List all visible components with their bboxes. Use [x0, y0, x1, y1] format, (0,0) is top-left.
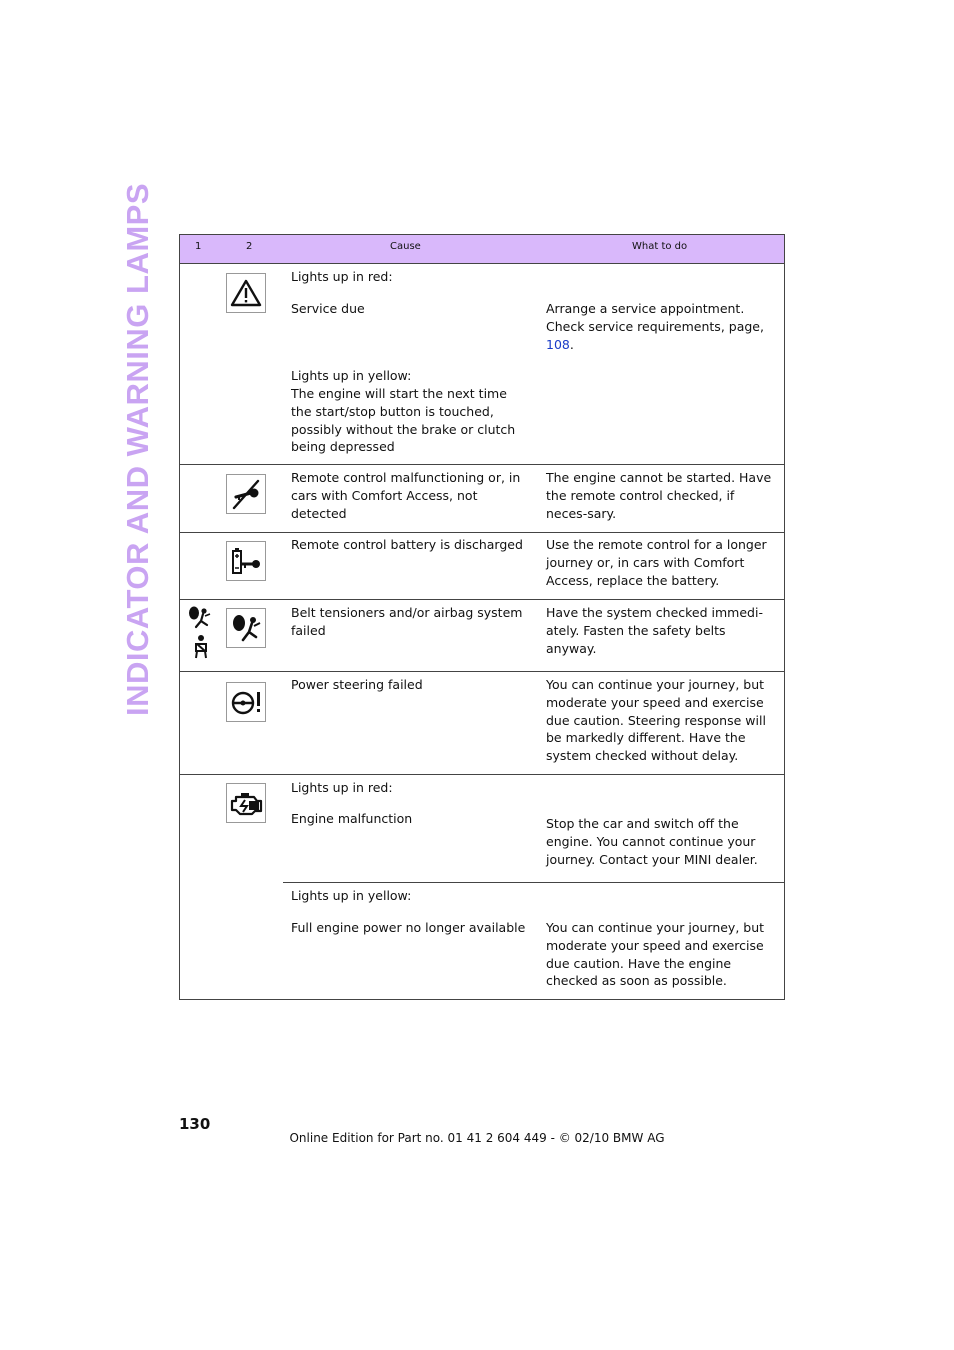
page-number: 130	[179, 1115, 211, 1133]
row4-action: Have the system checked immedi-ately. Fasten the safety belts anyway.	[546, 605, 763, 656]
header-action: What to do	[632, 241, 688, 252]
row2-cause: Remote control malfunctioning or, in cars with Comfort Access, not detected	[291, 470, 521, 521]
row2-action: The engine cannot be started. Have the remote control checked, if neces-sary.	[546, 470, 772, 521]
engine-icon	[226, 783, 266, 823]
power-steering-icon	[226, 682, 266, 722]
warning-triangle-icon	[226, 273, 266, 313]
row-divider	[180, 774, 784, 775]
side-section-title: INDICATOR AND WARNING LAMPS	[120, 182, 155, 716]
row1-red-action-suffix: .	[569, 336, 574, 352]
row1-red-cause: Service due	[291, 301, 365, 316]
remote-key-crossed-icon	[226, 474, 266, 514]
airbag-icon	[186, 605, 212, 631]
row6-red-label: Lights up in red:	[291, 780, 393, 795]
row6-yellow-cause: Full engine power no longer available	[291, 920, 526, 935]
row-divider	[180, 599, 784, 600]
row1-red-label: Lights up in red:	[291, 269, 393, 284]
row6-yellow-label: Lights up in yellow:	[291, 888, 412, 903]
seatbelt-icon	[188, 634, 214, 660]
row6-red-cause: Engine malfunction	[291, 811, 413, 826]
row1-red-action-text: Arrange a service appointment. Check service requirements, page,	[546, 301, 764, 334]
table-header	[180, 235, 784, 264]
row1-yellow-cause: The engine will start the next time the start/stop button is touched, possibly without the brake or clutch being depressed	[291, 386, 516, 455]
row-divider	[180, 532, 784, 533]
remote-battery-icon	[226, 541, 266, 581]
row3-action: Use the remote control for a longer journey or, in cars with Comfort Access, replace the battery.	[546, 537, 767, 588]
row3-cause: Remote control battery is discharged	[291, 537, 523, 552]
header-col2: 2	[246, 241, 253, 252]
row6-red-action: Stop the car and switch off the engine. You cannot continue your journey. Contact your MINI dealer.	[546, 816, 758, 867]
header-col1: 1	[195, 241, 202, 252]
row-divider	[180, 671, 784, 672]
row4-cause: Belt tensioners and/or airbag system failed	[291, 605, 523, 638]
row-divider	[180, 464, 784, 465]
sub-row-divider	[283, 882, 784, 883]
row6-yellow-action: You can continue your journey, but moderate your speed and exercise due caution. Have the engine checked as soon as possible.	[546, 920, 765, 989]
service-page-link[interactable]: 108	[546, 336, 570, 352]
header-cause: Cause	[390, 241, 421, 252]
row1-yellow-label: Lights up in yellow:	[291, 368, 412, 383]
airbag-warning-icon	[226, 608, 266, 648]
footer-text: Online Edition for Part no. 01 41 2 604 449 - © 02/10 BMW AG	[289, 1131, 665, 1145]
row5-action: You can continue your journey, but moderate your speed and exercise due caution. Steering response will be markedly different. Have the system checked without delay.	[546, 677, 766, 764]
row1-red-action	[546, 300, 778, 353]
row5-cause: Power steering failed	[291, 677, 423, 692]
indicator-table	[179, 234, 785, 1000]
